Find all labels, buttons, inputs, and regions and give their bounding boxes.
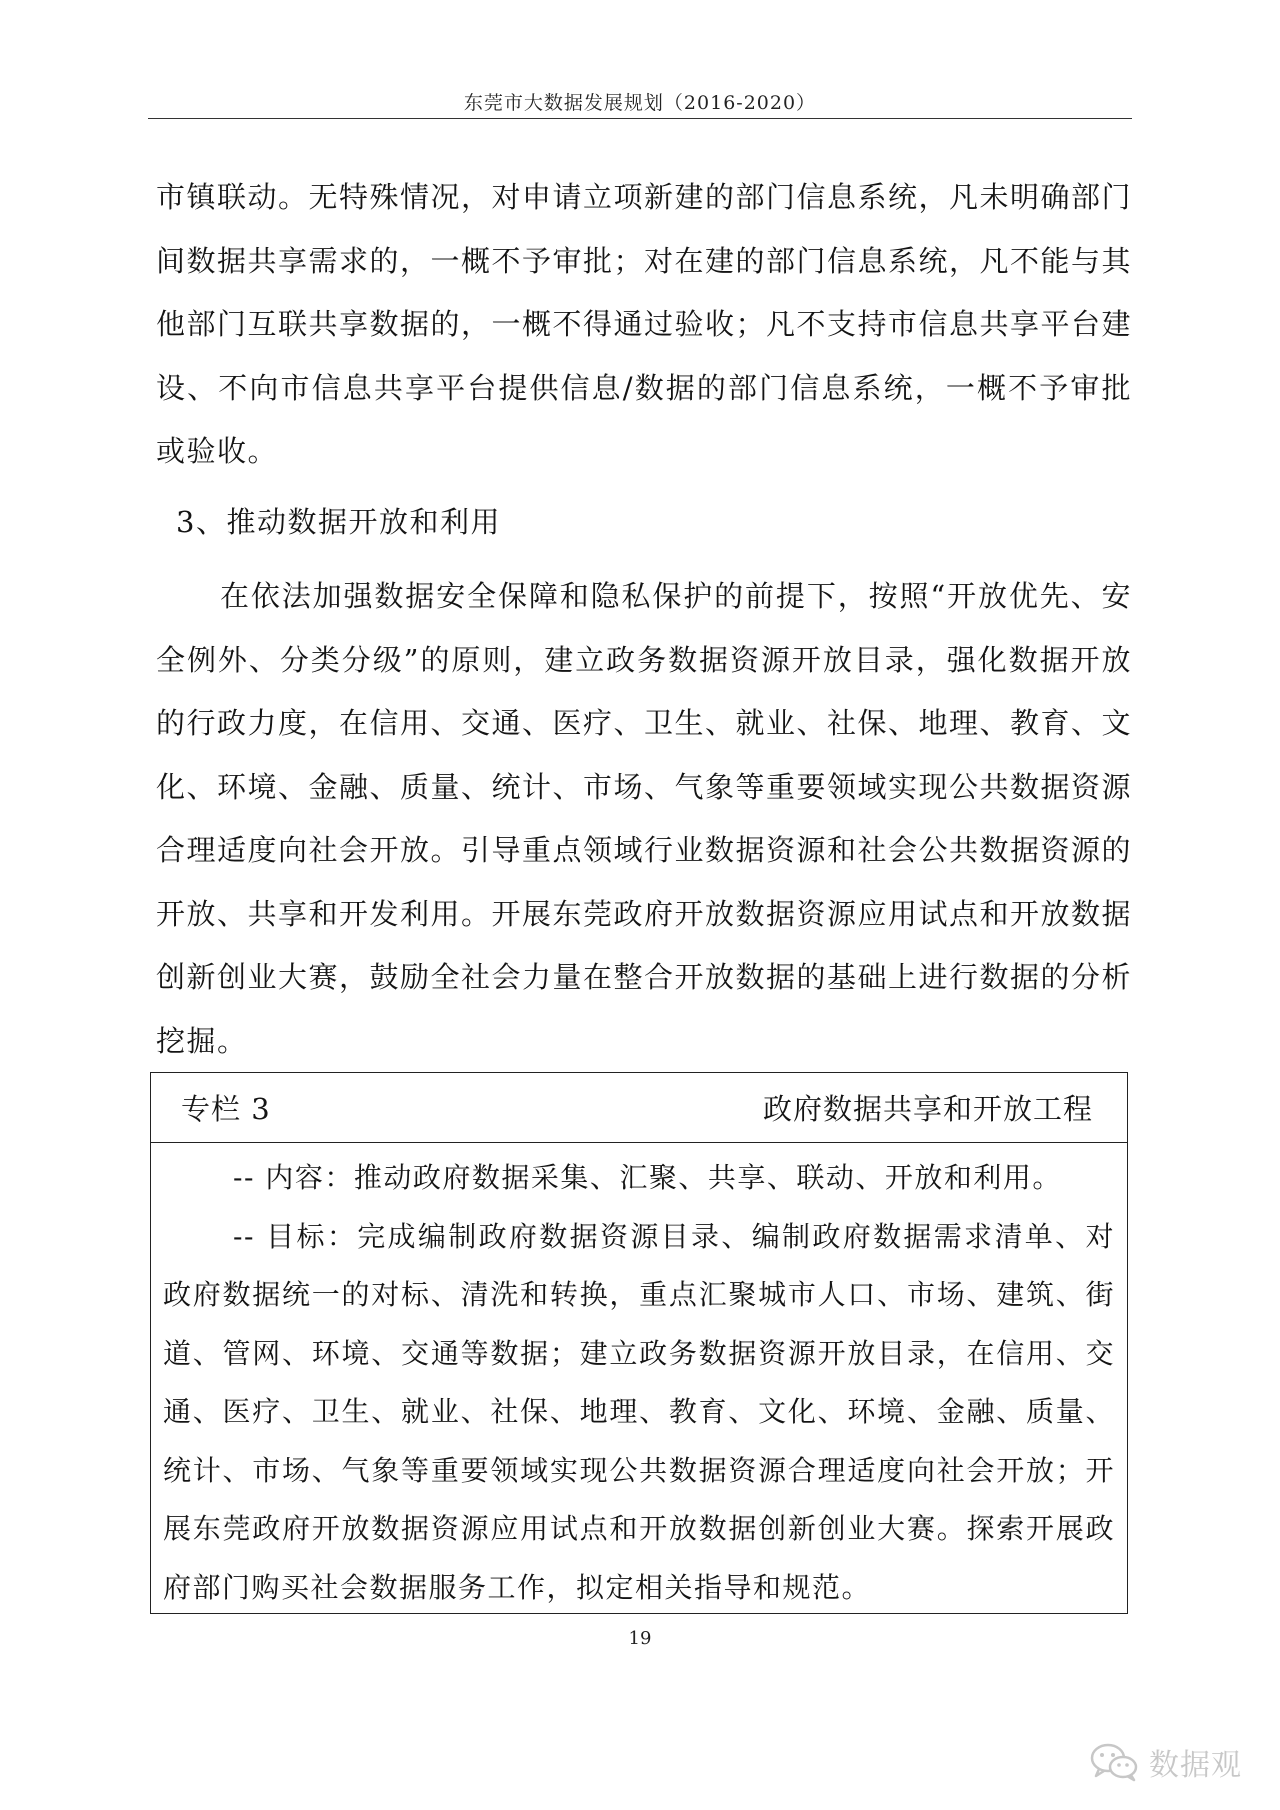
running-header: 东莞市大数据发展规划（2016-2020） [463, 92, 817, 114]
feature-panel [150, 1072, 1128, 1614]
panel-body [163, 1149, 1115, 1617]
paragraph-continuation: 市镇联动。无特殊情况，对申请立项新建的部门信息系统，凡未明确部门间数据共享需求的，一概不予审批；对在建的部门信息系统，凡不能与其他部门互联共享数据的，一概不得通过验收；凡不支持市信息共享平台建设、不向市信息共享平台提供信息/数据的部门信息系统，一概不予审批或验收。 [156, 180, 1133, 468]
panel-title: 政府数据共享和开放工程 [762, 1092, 1093, 1126]
watermark-text: 数据观 [1149, 1748, 1242, 1783]
section-heading: 3、推动数据开放和利用 [176, 505, 501, 539]
wechat-icon [1089, 1742, 1139, 1782]
paragraph-section-body: 在依法加强数据安全保障和隐私保护的前提下，按照“开放优先、安全例外、分类分级”的原则，建立政务数据资源开放目录，强化数据开放的行政力度，在信用、交通、医疗、卫生、就业、社保、地理、教育、文化、环境、金融、质量、统计、市场、气象等重要领域实现公共数据资源合理适度向社会开放。引导重点领域行业数据资源和社会公共数据资源的开放、共享和开发利用。开展东莞政府开放数据资源应用试点和开放数据创新创业大赛，鼓励全社会力量在整合开放数据的基础上进行数据的分析挖掘。 [156, 579, 1133, 1058]
header-divider [148, 118, 1132, 119]
panel-label: 专栏 3 [181, 1092, 271, 1126]
panel-goal-line: -- 目标：完成编制政府数据资源目录、编制政府数据需求清单、对政府数据统一的对标、清洗和转换，重点汇聚城市人口、市场、建筑、街道、管网、环境、交通等数据；建立政务数据资源开放目录，在信用、交通、医疗、卫生、就业、社保、地理、教育、文化、环境、金融、质量、统计、市场、气象等重要领域实现公共数据资源合理适度向社会开放；开展东莞政府开放数据资源应用试点和开放数据创新创业大赛。探索开展政府部门购买社会数据服务工作，拟定相关指导和规范。 [163, 1219, 1115, 1604]
page-number: 19 [628, 1628, 652, 1649]
panel-content-line: -- 内容：推动政府数据采集、汇聚、共享、联动、开放和利用。 [233, 1161, 1062, 1194]
watermark [1089, 1740, 1242, 1784]
panel-header [151, 1073, 1127, 1143]
